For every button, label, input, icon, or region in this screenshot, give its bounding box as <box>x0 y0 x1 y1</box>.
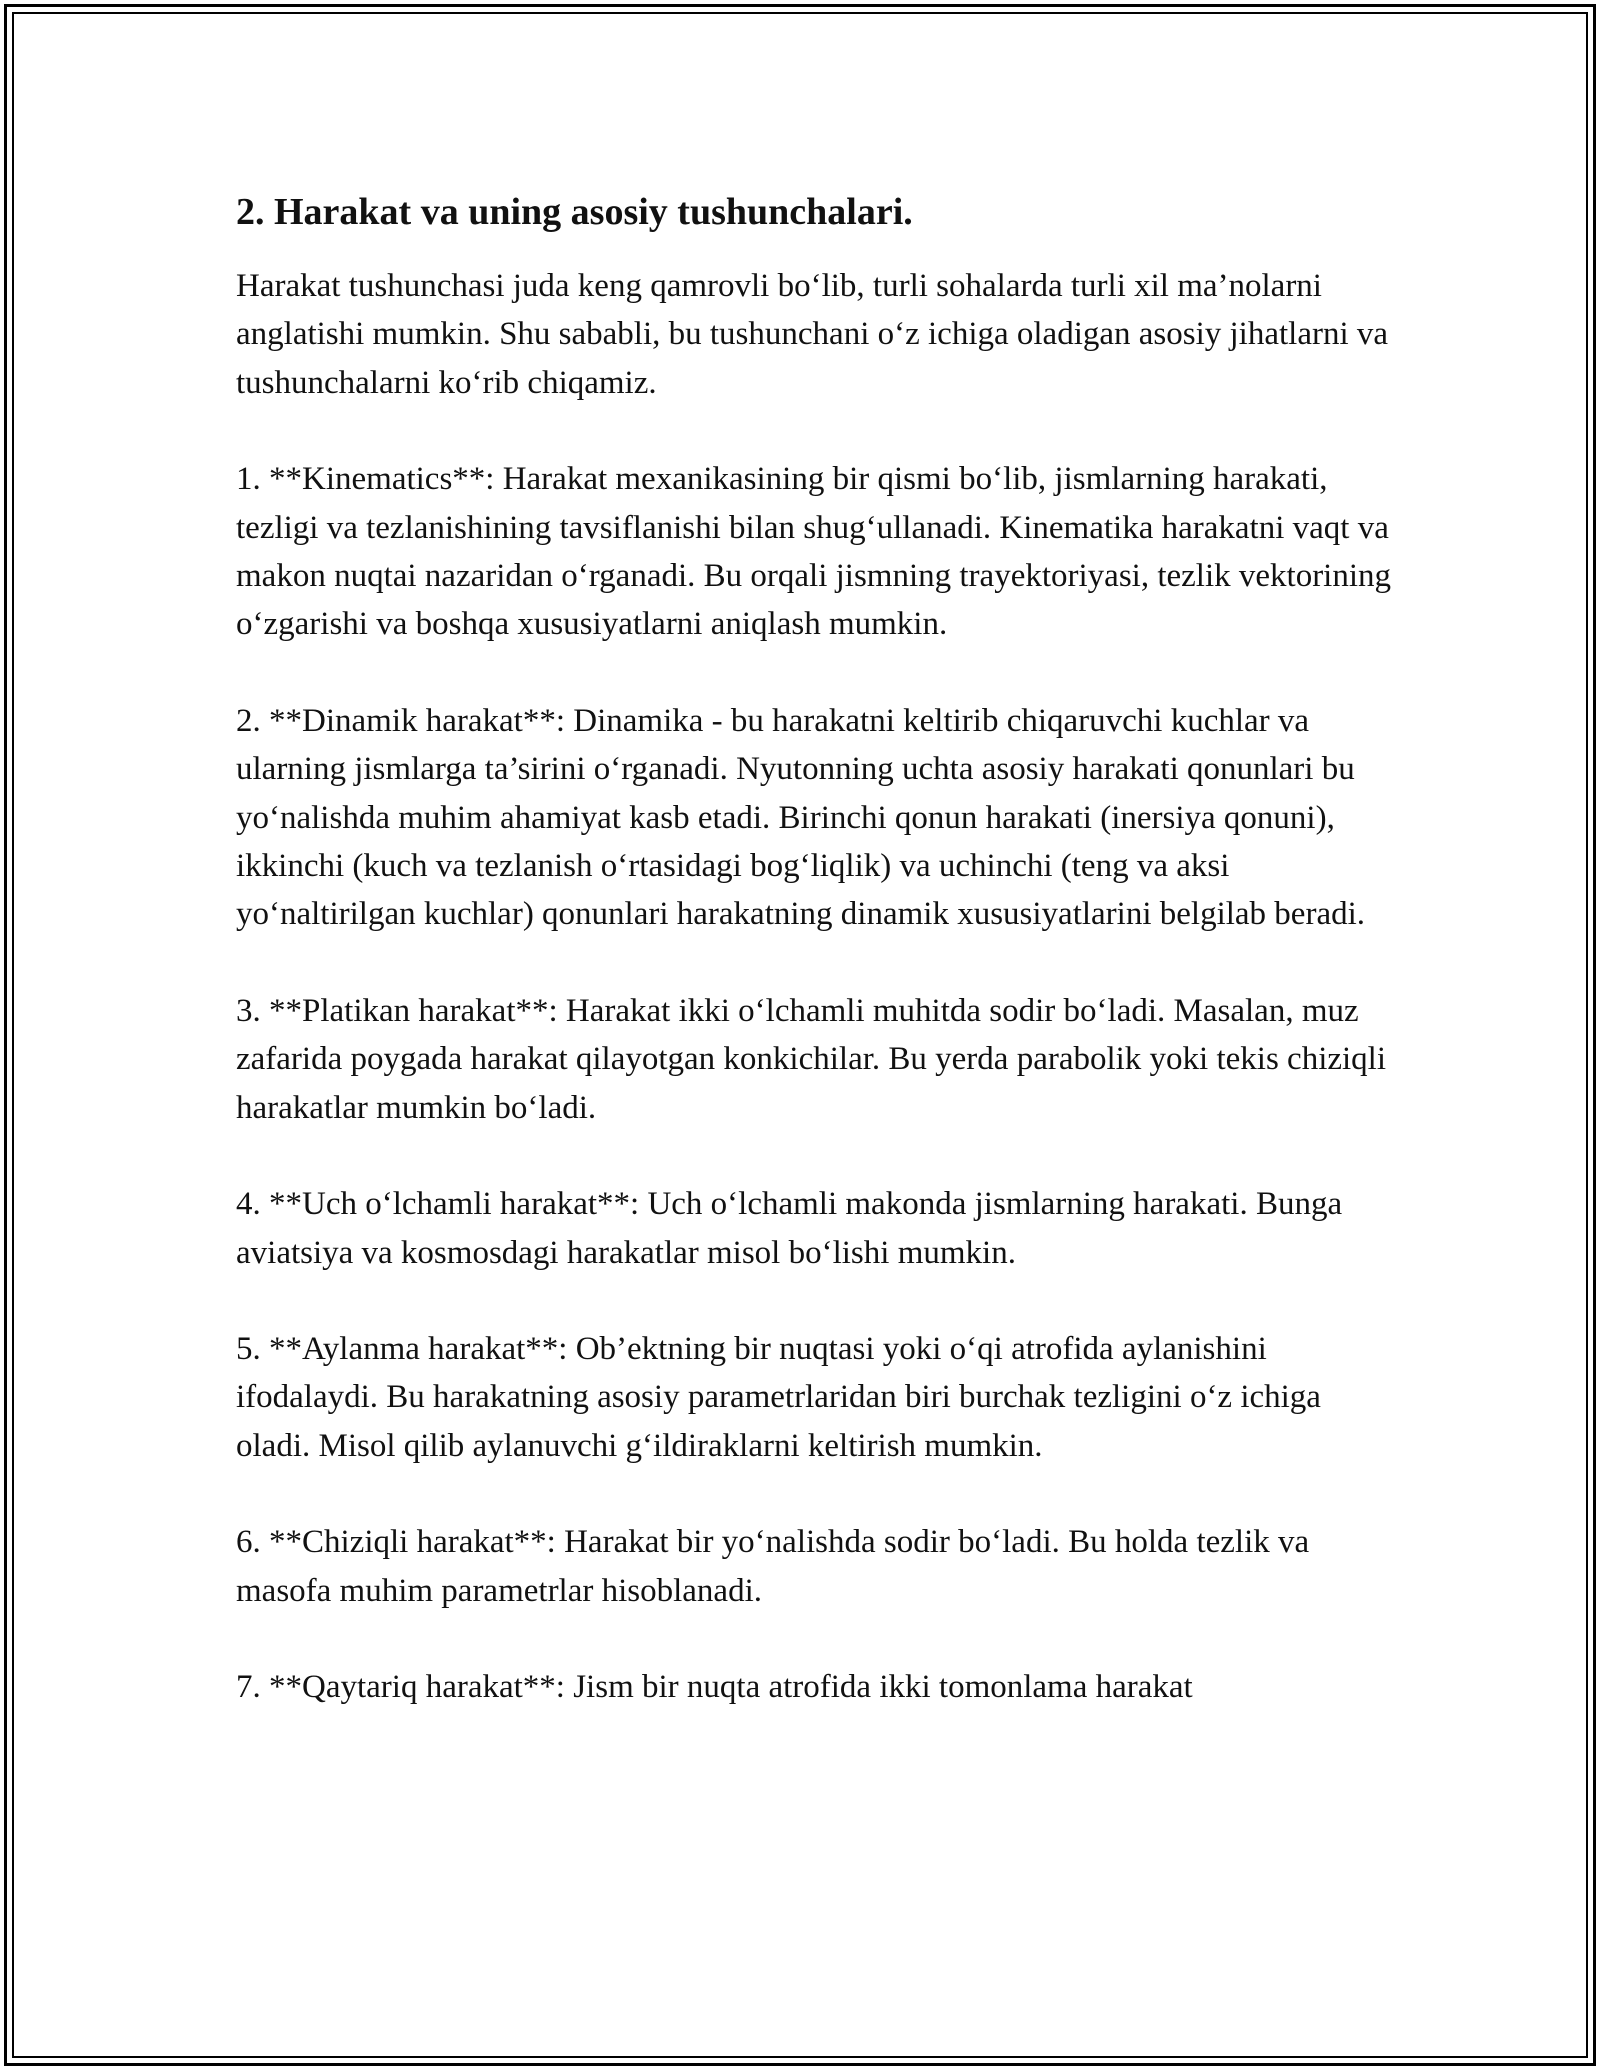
dynamic-motion-paragraph: 2. **Dinamik harakat**: Dinamika - bu harakatni keltirib chiqaruvchi kuchlar va ularning jismlarga ta’sirini o‘rganadi. Nyutonning uchta asosiy harakati qonunlari bu yo‘nalishda muhim ahamiyat kasb etadi. Birinchi qonun harakati (inersiya qonuni), ikkinchi (kuch va tezlanish o‘rtasidagi bog‘liqlik) va uchinchi (teng va aksi yo‘naltirilgan kuchlar) qonunlari harakatning dinamik xususiyatlarini belgilab beradi. <box>236 702 1366 933</box>
oscillatory-motion-paragraph: 7. **Qaytariq harakat**: Jism bir nuqta atrofida ikki tomonlama harakat <box>236 1668 1193 1705</box>
kinematics-paragraph: 1. **Kinematics**: Harakat mexanikasining bir qismi bo‘lib, jismlarning harakati, tezligi va tezlanishining tavsiflanishi bilan shug‘ullanadi. Kinematika harakatni vaqt va makon nuqtai nazaridan o‘rganadi. Bu orqali jismning trayektoriyasi, tezlik vektorining o‘zgarishi va boshqa xususiyatlarni aniqlash mumkin. <box>236 461 1392 643</box>
intro-paragraph: Harakat tushunchasi juda keng qamrovli bo‘lib, turli sohalarda turli xil ma’nolarni anglatishi mumkin. Shu sababli, bu tushunchani o‘z ichiga oladigan asosiy jihatlarni va tushunchalarni ko‘rib chiqamiz. <box>236 268 1389 401</box>
planar-motion-paragraph: 3. **Platikan harakat**: Harakat ikki o‘lchamli muhitda sodir bo‘ladi. Masalan, muz zafarida poygada harakat qilayotgan konkichilar. Bu yerda parabolik yoki tekis chiziqli harakatlar mumkin bo‘ladi. <box>236 992 1387 1126</box>
document-body <box>236 186 1396 1759</box>
section-heading: 2. Harakat va uning asosiy tushunchalari. <box>236 191 913 233</box>
linear-motion-paragraph: 6. **Chiziqli harakat**: Harakat bir yo‘nalishda sodir bo‘ladi. Bu holda tezlik va masofa muhim parametrlar hisoblanadi. <box>236 1524 1310 1609</box>
three-dimensional-motion-paragraph: 4. **Uch o‘lchamli harakat**: Uch o‘lchamli makonda jismlarning harakati. Bunga aviatsiya va kosmosdagi harakatlar misol bo‘lishi mumkin. <box>236 1186 1343 1271</box>
rotational-motion-paragraph: 5. **Aylanma harakat**: Ob’ektning bir nuqtasi yoki o‘qi atrofida aylanishini ifodalaydi. Bu harakatning asosiy parametrlaridan biri burchak tezligini o‘z ichiga oladi. Misol qilib aylanuvchi g‘ildiraklarni keltirish mumkin. <box>236 1330 1321 1464</box>
